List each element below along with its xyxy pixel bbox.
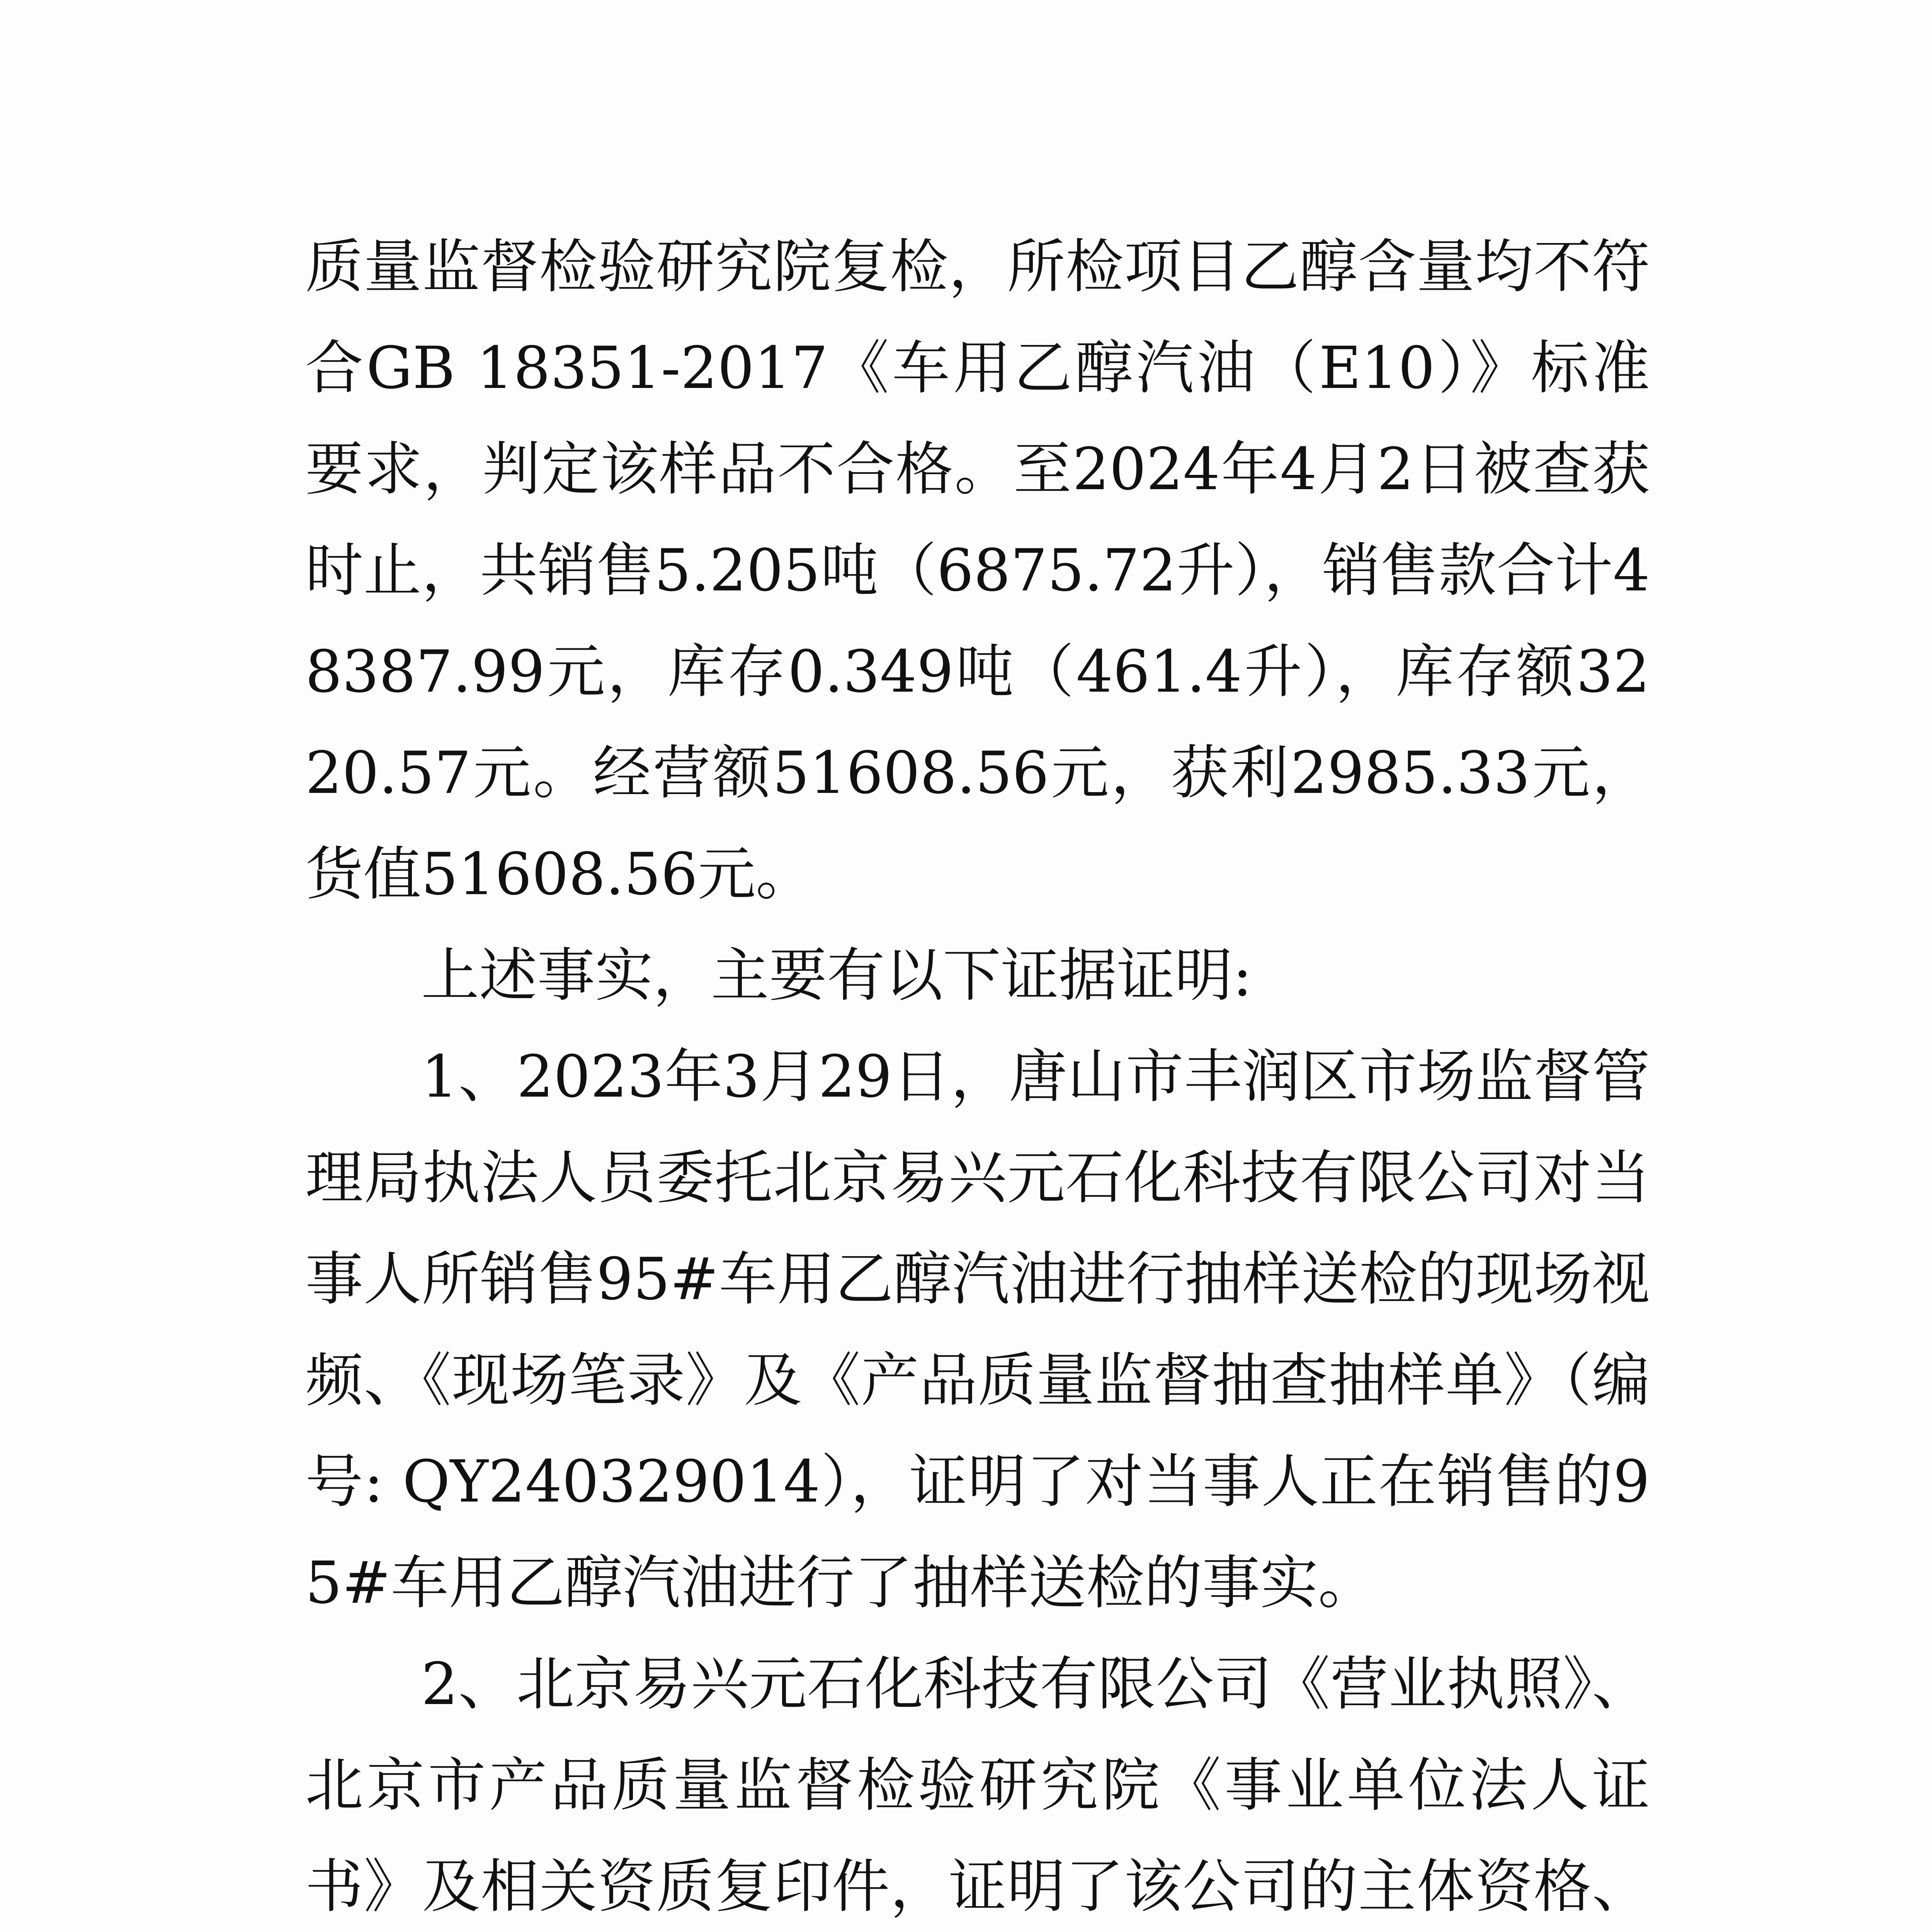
paragraph-findings: 质量监督检验研究院复检，所检项目乙醇含量均不符合GB 18351-2017《车用乙醇汽油（E10）》标准要求，判定该样品不合格。至2024年4月2日被查获时止，共销售5.205吨（6875.72升），销售款合计48387.99元，库存0.349吨（461.4升），库存额3220.57元。经营额51608.56元，获利2985.33元，货值51608.56元。 bbox=[305, 233, 1650, 908]
paragraph-evidence-2: 2、北京易兴元石化科技有限公司《营业执照》、北京市产品质量监督检验研究院《事业单位法人证书》及相关资质复印件，证明了该公司的主体资格、 bbox=[305, 1651, 1650, 1920]
document-body bbox=[305, 216, 1650, 1932]
paragraph-evidence-intro: 上述事实，主要有以下证据证明: bbox=[421, 942, 1252, 1009]
paragraph-evidence-1: 1、2023年3月29日，唐山市丰润区市场监督管理局执法人员委托北京易兴元石化科技有限公司对当事人所销售95#车用乙醇汽油进行抽样送检的现场视频、《现场笔录》及《产品质量监督抽查抽样单》（编号: QY240329014），证明了对当事人正在销售的95#车用乙醇汽油进行了抽样送检的事实。 bbox=[305, 1043, 1650, 1617]
